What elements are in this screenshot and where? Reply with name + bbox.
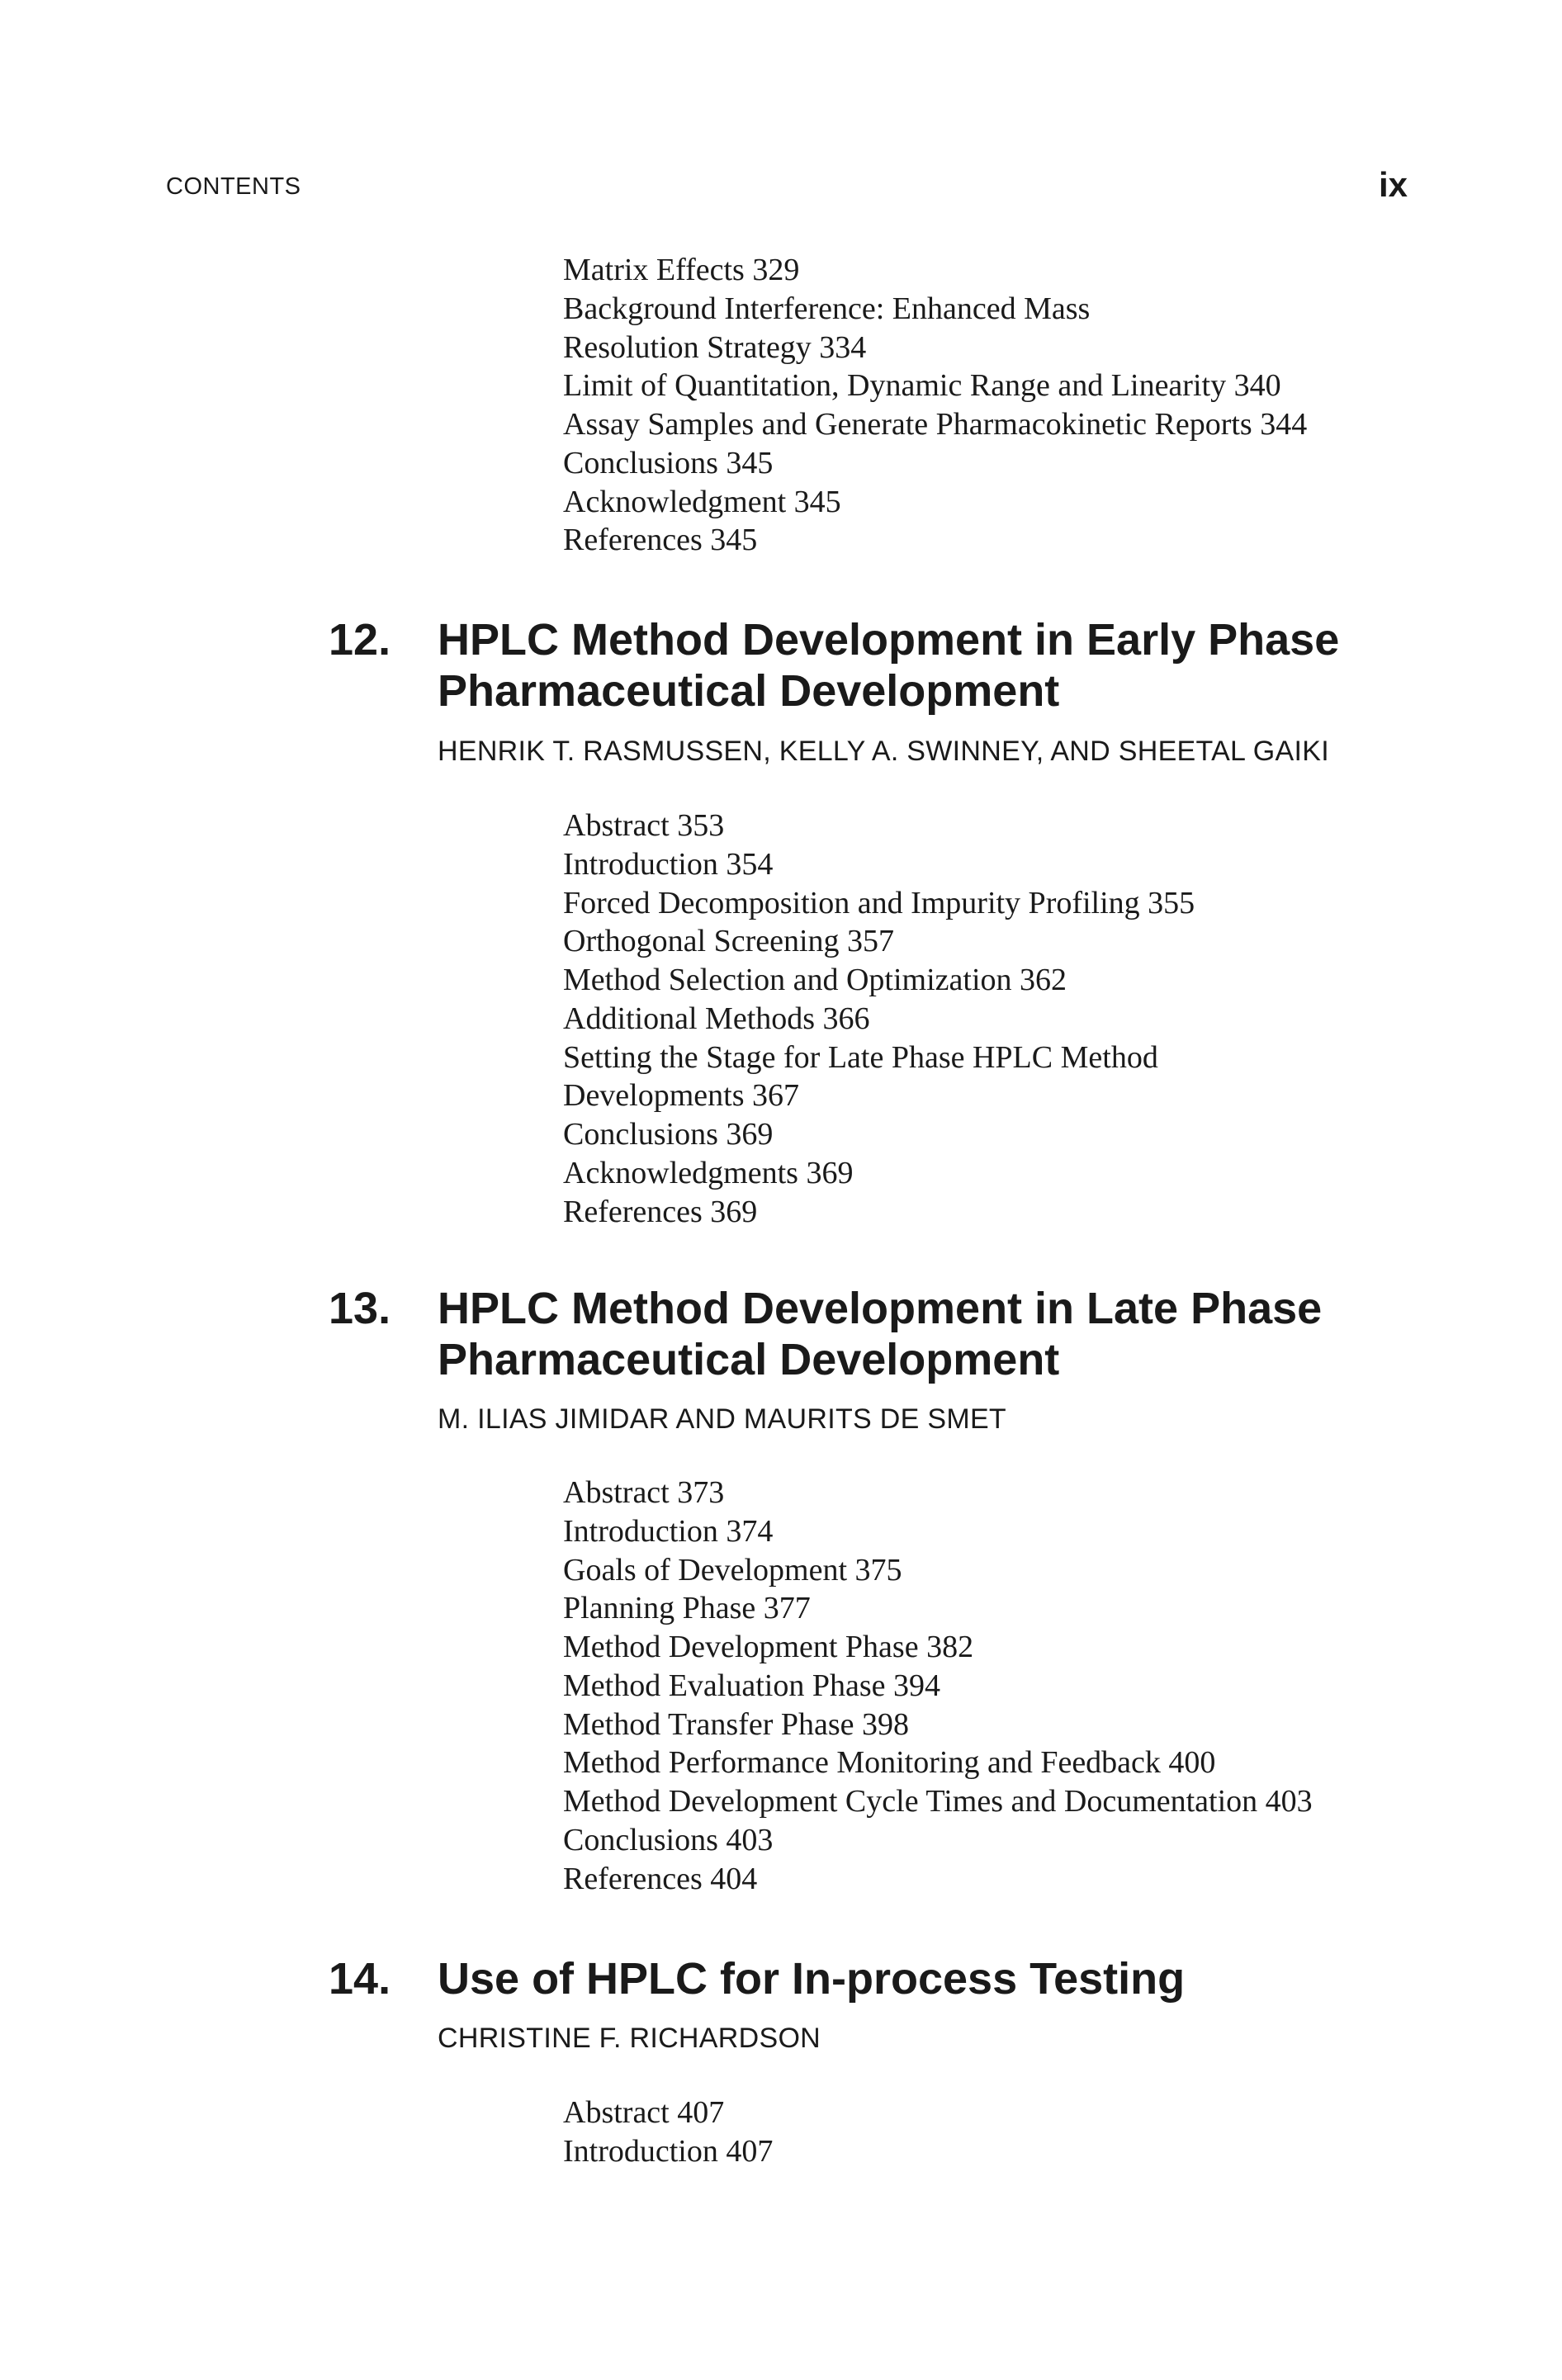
chapter-13-title-line-2: Pharmaceutical Development: [438, 1335, 1060, 1384]
entry-text: Introduction 407: [563, 2134, 774, 2169]
entry-text: Introduction 374: [563, 1514, 774, 1549]
entry-text: Assay Samples and Generate Pharmacokinetic Reports 344: [563, 407, 1308, 442]
entry-text: Method Development Phase 382: [563, 1630, 974, 1664]
running-head: CONTENTS: [166, 173, 301, 200]
entry-text: Planning Phase 377: [563, 1591, 811, 1625]
entry-text: Introduction 354: [563, 847, 774, 882]
chapter-12-title: HPLC Method Development in Early Phase: [438, 615, 1340, 665]
entry-text: References 404: [563, 1862, 758, 1896]
entry-text: Conclusions 369: [563, 1117, 774, 1152]
entry-text: Conclusions 403: [563, 1823, 774, 1857]
entry-text: Forced Decomposition and Impurity Profiling 355: [563, 886, 1195, 920]
entry-text: Method Development Cycle Times and Documentation 403: [563, 1784, 1313, 1819]
entry-text: Developments 367: [563, 1078, 800, 1113]
entry-text: Setting the Stage for Late Phase HPLC Method: [563, 1040, 1158, 1075]
chapter-12-number: 12.: [329, 615, 391, 665]
entry-text: Acknowledgment 345: [563, 485, 841, 519]
entry-text: Abstract 407: [563, 2095, 725, 2130]
chapter-12-authors: HENRIK T. RASMUSSEN, KELLY A. SWINNEY, AND SHEETAL GAIKI: [438, 736, 1329, 767]
entry-text: Abstract 373: [563, 1475, 725, 1510]
entry-text: Limit of Quantitation, Dynamic Range and Linearity 340: [563, 368, 1281, 403]
entry-text: Conclusions 345: [563, 446, 774, 480]
entry-text: References 369: [563, 1195, 758, 1229]
entry-text: Resolution Strategy 334: [563, 330, 867, 365]
entry-text: References 345: [563, 523, 758, 557]
entry-text: Method Selection and Optimization 362: [563, 963, 1067, 997]
chapter-12-title-line-2: Pharmaceutical Development: [438, 666, 1060, 716]
entry-text: Matrix Effects 329: [563, 253, 800, 287]
entry-text: Additional Methods 366: [563, 1001, 870, 1036]
entry-text: Goals of Development 375: [563, 1553, 902, 1587]
chapter-14-authors: CHRISTINE F. RICHARDSON: [438, 2023, 821, 2054]
entry-text: Orthogonal Screening 357: [563, 924, 895, 958]
entry-text: Abstract 353: [563, 808, 725, 843]
entry-text: Method Performance Monitoring and Feedback 400: [563, 1745, 1216, 1780]
chapter-13-title: HPLC Method Development in Late Phase: [438, 1284, 1323, 1333]
entry-text: Method Evaluation Phase 394: [563, 1668, 940, 1703]
entry-text: Acknowledgments 369: [563, 1156, 854, 1190]
chapter-13-number: 13.: [329, 1284, 391, 1333]
entry-text: Method Transfer Phase 398: [563, 1707, 910, 1742]
entry-text: Background Interference: Enhanced Mass: [563, 291, 1091, 326]
chapter-14-title: Use of HPLC for In-process Testing: [438, 1954, 1186, 2004]
chapter-13-authors: M. ILIAS JIMIDAR AND MAURITS DE SMET: [438, 1403, 1006, 1435]
chapter-14-number: 14.: [329, 1954, 391, 2004]
page-number: ix: [1378, 165, 1408, 204]
